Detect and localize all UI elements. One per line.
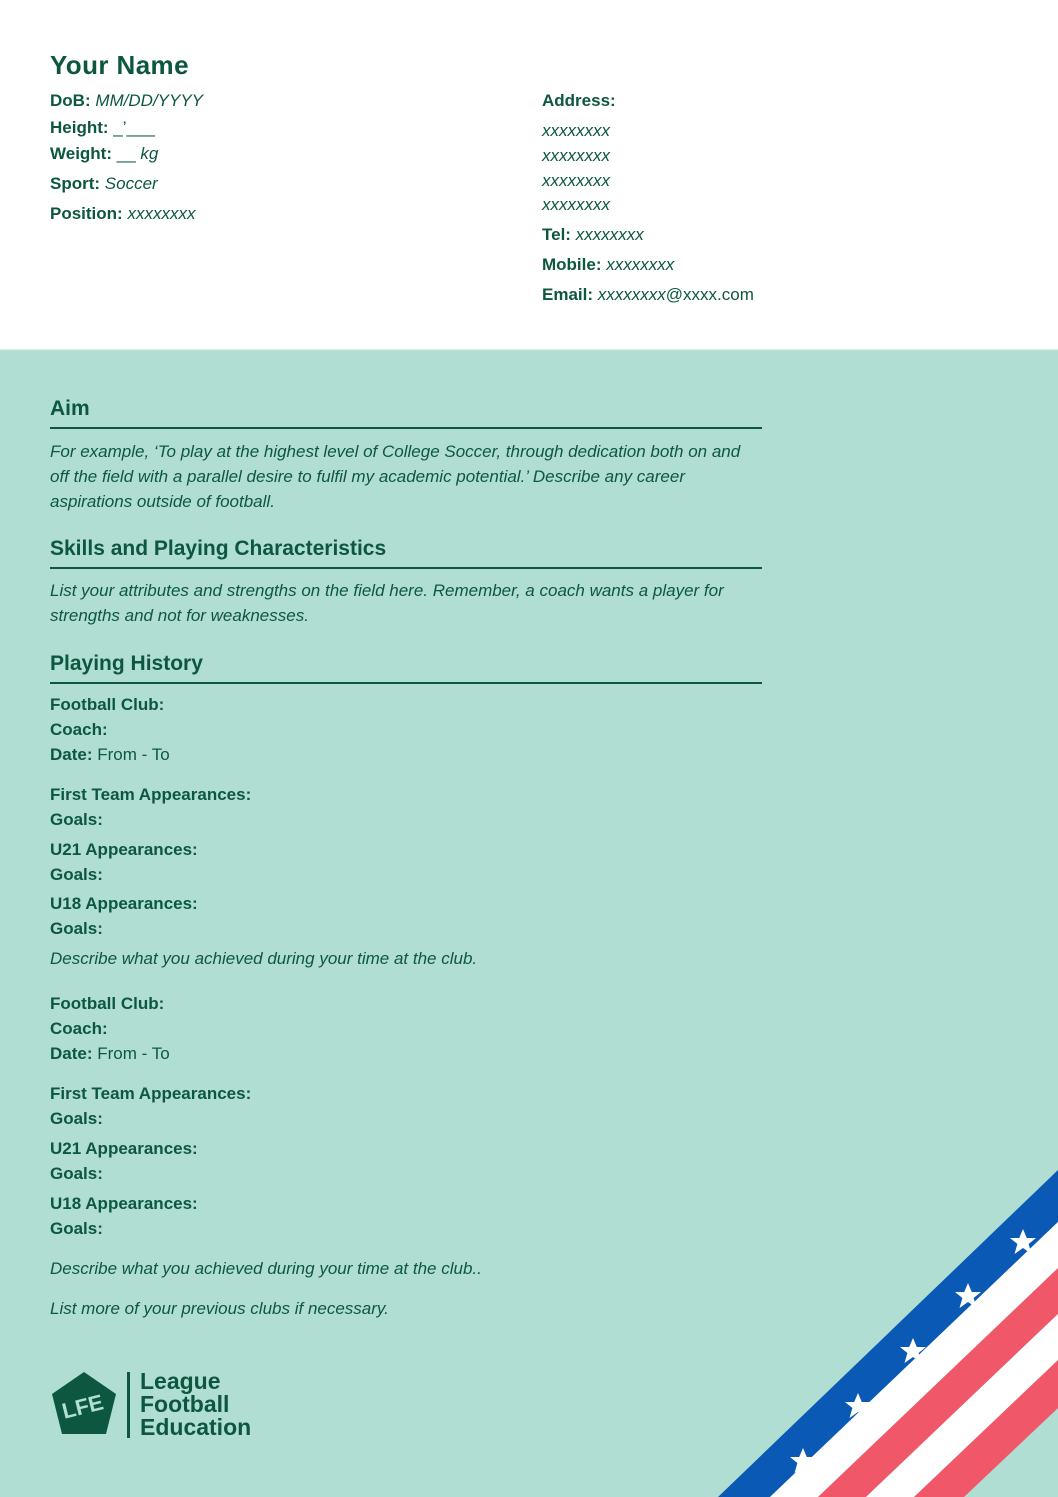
address-line-1: xxxxxxxx (542, 121, 610, 140)
club-description (50, 949, 477, 969)
mobile-label: Mobile: (542, 255, 602, 274)
mobile-value: xxxxxxxx (606, 255, 675, 274)
u18-label (50, 894, 198, 914)
logo-line-education: Education (140, 1414, 252, 1440)
goals-label (50, 1109, 103, 1129)
profile-header (0, 0, 1058, 350)
weight-blank: __ (116, 144, 136, 163)
position-value: xxxxxxxx (127, 204, 196, 223)
position-row (50, 204, 195, 224)
dob-row (50, 91, 203, 111)
weight-unit: kg (140, 144, 159, 163)
club-description-text: Describe what you achieved during your time at the club.. (50, 1259, 482, 1278)
logo-divider (127, 1372, 130, 1438)
goals-label-text: Goals: (50, 865, 103, 884)
first-team-label (50, 1084, 251, 1104)
logo-line-football: Football (140, 1391, 230, 1417)
logo-mark: LFE (59, 1389, 106, 1424)
tel-label: Tel: (542, 225, 571, 244)
address-line (542, 121, 610, 141)
goals-label-text: Goals: (50, 1219, 103, 1238)
coach-label (50, 720, 108, 740)
address-line (542, 146, 610, 166)
cv-body (0, 350, 1058, 1497)
address-line-4: xxxxxxxx (542, 195, 610, 214)
height-row (50, 118, 155, 138)
address-line-3: xxxxxxxx (542, 171, 610, 190)
dob-value: MM/DD/YYYY (95, 91, 204, 110)
weight-row (50, 144, 158, 164)
logo-line-league: League (140, 1368, 221, 1394)
date-label: Date: (50, 745, 93, 764)
club-label (50, 695, 164, 715)
address-line (542, 195, 610, 215)
height-label: Height: (50, 118, 109, 137)
club-description (50, 1259, 482, 1279)
logo-wordmark (140, 1370, 251, 1439)
u21-label (50, 1139, 198, 1159)
flag-stripes-decoration (700, 1150, 1058, 1497)
more-clubs-text: List more of your previous clubs if necessary. (50, 1299, 389, 1318)
club-description-text: Describe what you achieved during your time at the club. (50, 949, 478, 968)
coach-label (50, 1019, 108, 1039)
u18-label (50, 1194, 198, 1214)
address-label: Address: (542, 91, 616, 110)
tel-row (542, 225, 644, 245)
player-name: Your Name (50, 50, 189, 80)
club-label-text: Football Club: (50, 695, 165, 714)
address-line (542, 171, 610, 191)
weight-label: Weight: (50, 144, 113, 163)
history-heading: Playing History (50, 652, 762, 684)
sport-row (50, 174, 158, 194)
more-clubs-note (50, 1299, 389, 1319)
goals-label-text: Goals: (50, 919, 103, 938)
goals-label-text: Goals: (50, 1164, 103, 1183)
u18-label-text: U18 Appearances: (50, 1194, 198, 1213)
date-row (50, 745, 170, 765)
height-value: _’___ (113, 118, 155, 137)
date-value: From - To (97, 1044, 170, 1063)
email-user: xxxxxxxx (597, 285, 666, 304)
email-domain: @xxxx.com (665, 285, 754, 304)
sport-label: Sport: (50, 174, 101, 193)
address-line-2: xxxxxxxx (542, 146, 610, 165)
position-label: Position: (50, 204, 123, 223)
goals-label-text: Goals: (50, 810, 103, 829)
first-team-label-text: First Team Appearances: (50, 1084, 252, 1103)
date-value: From - To (97, 745, 170, 764)
goals-label (50, 865, 103, 885)
u21-label-text: U21 Appearances: (50, 1139, 198, 1158)
u18-label-text: U18 Appearances: (50, 894, 198, 913)
goals-label-text: Goals: (50, 1109, 103, 1128)
date-label: Date: (50, 1044, 93, 1063)
tel-value: xxxxxxxx (575, 225, 644, 244)
coach-label-text: Coach: (50, 1019, 108, 1038)
u21-label-text: U21 Appearances: (50, 840, 198, 859)
dob-label: DoB: (50, 91, 91, 110)
club-label (50, 994, 164, 1014)
first-team-label (50, 785, 251, 805)
goals-label (50, 810, 103, 830)
u21-label (50, 840, 198, 860)
skills-text: List your attributes and strengths on the field here. Remember, a coach wants a player for strengths and not for weaknesses. (50, 581, 724, 625)
skills-heading: Skills and Playing Characteristics (50, 537, 762, 569)
aim-text: For example, ‘To play at the highest level of College Soccer, through dedication both on and off the field with a parallel desire to fulfil my academic potential.’ Describe any career aspirations outside of football. (50, 442, 741, 511)
first-team-label-text: First Team Appearances: (50, 785, 252, 804)
aim-heading: Aim (50, 397, 762, 429)
coach-label-text: Coach: (50, 720, 108, 739)
email-row (542, 285, 754, 305)
mobile-row (542, 255, 674, 275)
date-row (50, 1044, 170, 1064)
club-label-text: Football Club: (50, 994, 165, 1013)
email-label: Email: (542, 285, 594, 304)
goals-label (50, 919, 103, 939)
lfe-logo-icon (50, 1370, 118, 1436)
goals-label (50, 1164, 103, 1184)
sport-value: Soccer (104, 174, 158, 193)
address-label-row (542, 91, 616, 111)
goals-label (50, 1219, 103, 1239)
